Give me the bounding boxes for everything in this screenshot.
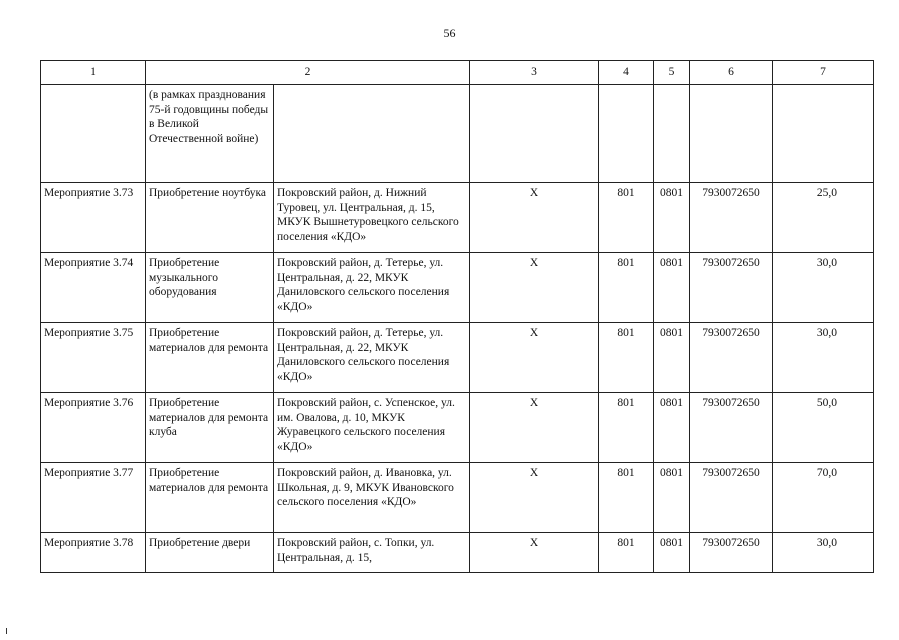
event-cell bbox=[41, 85, 146, 183]
col6-cell: 7930072650 bbox=[690, 253, 773, 323]
location-cell: Покровский район, д. Тетерье, ул. Центральная, д. 22, МКУК Даниловского сельского поселения «КДО» bbox=[274, 323, 470, 393]
col6-cell: 7930072650 bbox=[690, 463, 773, 533]
col3-cell: X bbox=[470, 253, 599, 323]
event-cell: Мероприятие 3.75 bbox=[41, 323, 146, 393]
col3-cell: X bbox=[470, 183, 599, 253]
col6-cell bbox=[690, 85, 773, 183]
location-cell: Покровский район, д. Ивановка, ул. Школьная, д. 9, МКУК Ивановского сельского поселения «КДО» bbox=[274, 463, 470, 533]
event-cell: Мероприятие 3.76 bbox=[41, 393, 146, 463]
col3-cell: X bbox=[470, 393, 599, 463]
column-header-4: 4 bbox=[599, 61, 654, 85]
location-cell: Покровский район, д. Тетерье, ул. Центральная, д. 22, МКУК Даниловского сельского поселения «КДО» bbox=[274, 253, 470, 323]
column-header-1: 1 bbox=[41, 61, 146, 85]
location-cell: Покровский район, д. Нижний Туровец, ул. Центральная, д. 15, МКУК Вышнетуровецкого сельского поселения «КДО» bbox=[274, 183, 470, 253]
location-cell bbox=[274, 85, 470, 183]
table-row bbox=[41, 183, 874, 253]
column-header-6: 6 bbox=[690, 61, 773, 85]
col4-cell: 801 bbox=[599, 253, 654, 323]
name-cell: Приобретение материалов для ремонта клуба bbox=[146, 393, 274, 463]
column-header-7: 7 bbox=[773, 61, 874, 85]
col7-cell: 30,0 bbox=[773, 323, 874, 393]
col7-cell: 70,0 bbox=[773, 463, 874, 533]
col3-cell: X bbox=[470, 463, 599, 533]
event-cell: Мероприятие 3.78 bbox=[41, 533, 146, 573]
page-number: 56 bbox=[443, 26, 456, 40]
location-cell: Покровский район, с. Топки, ул. Центральная, д. 15, bbox=[274, 533, 470, 573]
col6-cell: 7930072650 bbox=[690, 393, 773, 463]
table-row bbox=[41, 253, 874, 323]
table-row bbox=[41, 393, 874, 463]
col7-cell: 30,0 bbox=[773, 533, 874, 573]
name-cell: (в рамках празднования 75-й годовщины победы в Великой Отечественной войне) bbox=[146, 85, 274, 183]
table-row bbox=[41, 463, 874, 533]
col5-cell bbox=[654, 85, 690, 183]
col3-cell bbox=[470, 85, 599, 183]
table-row bbox=[41, 323, 874, 393]
name-cell: Приобретение ноутбука bbox=[146, 183, 274, 253]
name-cell: Приобретение двери bbox=[146, 533, 274, 573]
col5-cell: 0801 bbox=[654, 183, 690, 253]
location-cell: Покровский район, с. Успенское, ул. им. Овалова, д. 10, МКУК Журавецкого сельского поселения «КДО» bbox=[274, 393, 470, 463]
name-cell: Приобретение музыкального оборудования bbox=[146, 253, 274, 323]
col3-cell: X bbox=[470, 533, 599, 573]
column-header-5: 5 bbox=[654, 61, 690, 85]
column-header-2: 2 bbox=[146, 61, 470, 85]
col7-cell: 30,0 bbox=[773, 253, 874, 323]
col4-cell bbox=[599, 85, 654, 183]
event-cell: Мероприятие 3.77 bbox=[41, 463, 146, 533]
col7-cell bbox=[773, 85, 874, 183]
col3-cell: X bbox=[470, 323, 599, 393]
col6-cell: 7930072650 bbox=[690, 533, 773, 573]
name-cell: Приобретение материалов для ремонта bbox=[146, 323, 274, 393]
col6-cell: 7930072650 bbox=[690, 323, 773, 393]
col5-cell: 0801 bbox=[654, 253, 690, 323]
event-cell: Мероприятие 3.74 bbox=[41, 253, 146, 323]
col7-cell: 25,0 bbox=[773, 183, 874, 253]
event-cell: Мероприятие 3.73 bbox=[41, 183, 146, 253]
column-header-3: 3 bbox=[470, 61, 599, 85]
col5-cell: 0801 bbox=[654, 463, 690, 533]
col4-cell: 801 bbox=[599, 393, 654, 463]
budget-table bbox=[40, 60, 874, 573]
table-row-continuation bbox=[41, 85, 874, 183]
col7-cell: 50,0 bbox=[773, 393, 874, 463]
col5-cell: 0801 bbox=[654, 393, 690, 463]
scan-mark bbox=[6, 628, 7, 634]
name-cell: Приобретение материалов для ремонта bbox=[146, 463, 274, 533]
col6-cell: 7930072650 bbox=[690, 183, 773, 253]
col4-cell: 801 bbox=[599, 323, 654, 393]
col5-cell: 0801 bbox=[654, 533, 690, 573]
col4-cell: 801 bbox=[599, 463, 654, 533]
col4-cell: 801 bbox=[599, 533, 654, 573]
header-row bbox=[41, 61, 874, 85]
table-row bbox=[41, 533, 874, 573]
col5-cell: 0801 bbox=[654, 323, 690, 393]
col4-cell: 801 bbox=[599, 183, 654, 253]
